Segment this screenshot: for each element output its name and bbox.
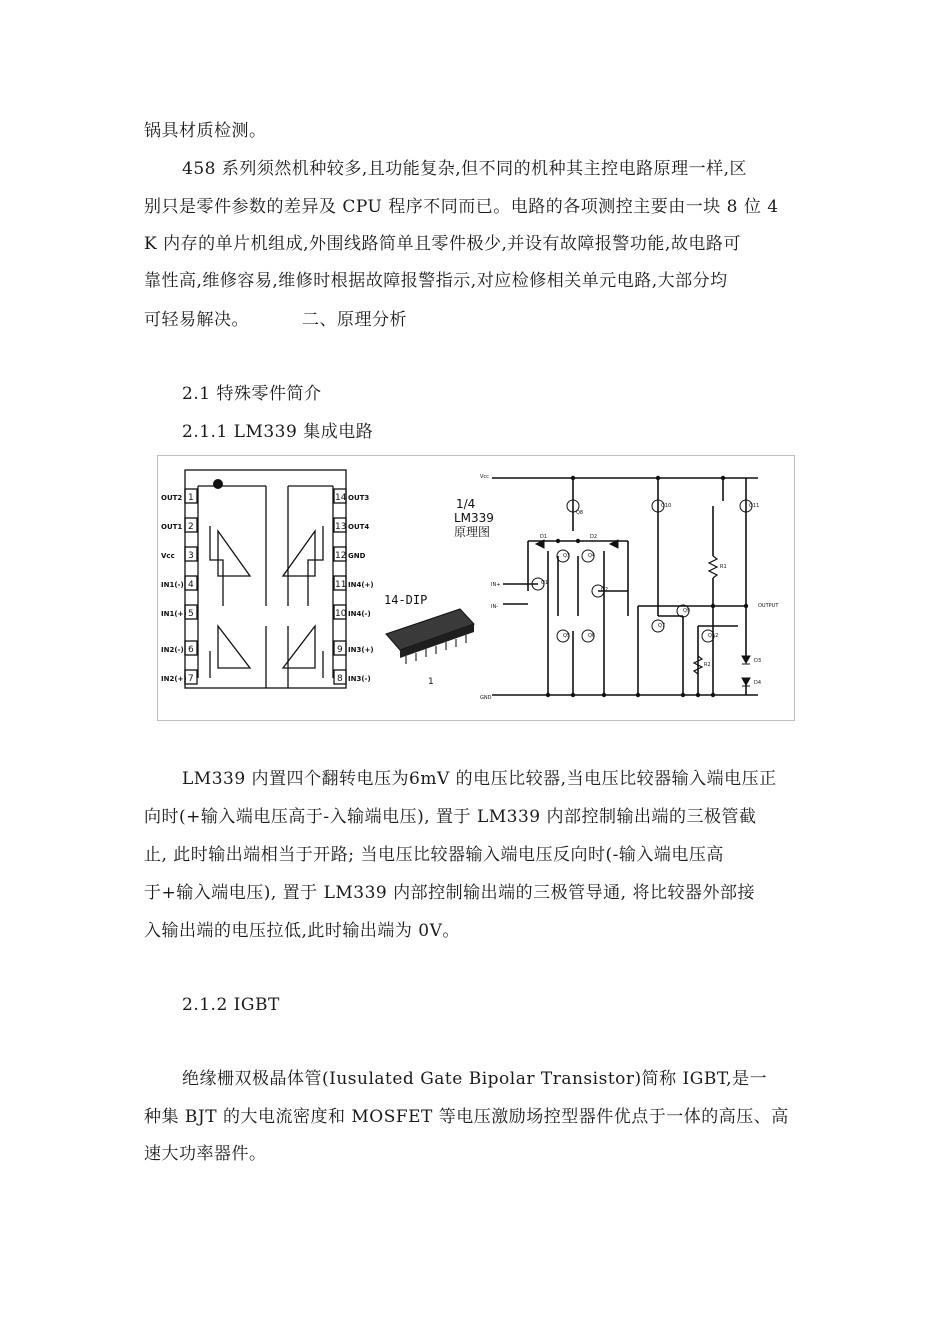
paragraph-line: 于+输入端电压), 置于 LM339 内部控制输出端的三极管导通, 将比较器外部接	[144, 883, 755, 903]
section-heading: 二、原理分析	[302, 310, 407, 330]
paragraph-line: 止, 此时输出端相当于开路; 当电压比较器输入端电压反向时(-输入端电压高	[144, 845, 724, 865]
svg-text:GND: GND	[348, 552, 366, 560]
svg-text:9: 9	[337, 645, 343, 655]
svg-text:D2: D2	[590, 534, 598, 540]
svg-text:Q4: Q4	[588, 553, 596, 559]
svg-text:D3: D3	[754, 658, 762, 664]
paragraph-line: 绝缘栅双极晶体管(Iusulated Gate Bipolar Transistor)简称 IGBT,是一	[182, 1069, 768, 1089]
paragraph-line: 可轻易解决。	[144, 310, 249, 330]
schematic-title: LM339	[454, 511, 494, 525]
in-minus-label: IN-	[491, 604, 499, 610]
svg-text:IN3(+): IN3(+)	[348, 646, 374, 654]
svg-text:14: 14	[335, 493, 347, 503]
svg-text:R1: R1	[720, 564, 727, 570]
svg-text:IN4(-): IN4(-)	[348, 610, 371, 618]
svg-text:OUT2: OUT2	[161, 494, 183, 502]
lm339-diagram	[158, 456, 794, 720]
subsection-heading: 2.1 特殊零件简介	[182, 384, 322, 404]
paragraph-line: 靠性高,维修容易,维修时根据故障报警指示,对应检修相关单元电路,大部分均	[144, 271, 728, 291]
paragraph-line: 入输出端的电压拉低,此时输出端为 0V。	[144, 921, 460, 941]
svg-text:8: 8	[337, 674, 343, 684]
package-label: 14-DIP	[384, 593, 428, 607]
paragraph-line: 458 系列须然机种较多,且功能复杂,但不同的机种其主控电路原理一样,区	[182, 159, 748, 179]
schematic-wires	[492, 478, 758, 695]
subsection-heading: 2.1.2 IGBT	[182, 995, 280, 1015]
paragraph-line: K 内存的单片机组成,外围线路简单且零件极少,并设有故障报警功能,故电路可	[144, 234, 741, 254]
svg-text:Q10: Q10	[661, 503, 672, 509]
svg-text:Q12: Q12	[708, 633, 719, 639]
svg-text:Q1: Q1	[541, 580, 549, 586]
svg-text:IN2(+): IN2(+)	[161, 675, 187, 683]
paragraph-line: 别只是零件参数的差异及 CPU 程序不同而已。电路的各项测控主要由一块 8 位 4	[144, 197, 779, 217]
output-label: OUTPUT	[758, 603, 779, 609]
svg-text:Q3: Q3	[563, 553, 571, 559]
svg-text:1: 1	[188, 493, 194, 503]
schematic-transistors	[532, 500, 752, 642]
schematic-diodes	[536, 540, 750, 686]
paragraph-line: 锅具材质检测。	[144, 121, 267, 141]
svg-text:3: 3	[188, 551, 194, 561]
svg-text:4: 4	[188, 580, 194, 590]
gnd-label: GND	[480, 695, 492, 701]
svg-text:13: 13	[335, 522, 347, 532]
paragraph-line: LM339 内置四个翻转电压为6mV 的电压比较器,当电压比较器输入端电压正	[182, 769, 777, 789]
in-plus-label: IN+	[491, 582, 501, 588]
dip-package-image	[386, 609, 474, 664]
svg-text:10: 10	[335, 609, 347, 619]
paragraph-line: 向时(+输入端电压高于-入输端电压), 置于 LM339 内部控制输出端的三极管截	[144, 807, 757, 827]
svg-text:Q6: Q6	[588, 633, 596, 639]
vcc-label: Vcc	[480, 474, 489, 480]
svg-text:D4: D4	[754, 680, 762, 686]
svg-text:OUT4: OUT4	[348, 523, 370, 531]
svg-text:IN4(+): IN4(+)	[348, 581, 374, 589]
svg-text:IN1(-): IN1(-)	[161, 581, 184, 589]
comparator-3	[218, 626, 250, 668]
svg-text:6: 6	[188, 645, 194, 655]
paragraph-line: 速大功率器件。	[144, 1144, 267, 1164]
schematic-title: 1/4	[456, 497, 476, 511]
svg-text:D1: D1	[540, 534, 548, 540]
svg-text:IN2(-): IN2(-)	[161, 646, 184, 654]
svg-text:Q8: Q8	[576, 510, 584, 516]
svg-text:5: 5	[188, 609, 194, 619]
svg-text:11: 11	[335, 580, 347, 590]
schematic-title: 原理图	[454, 525, 491, 539]
package-pin-mark: 1	[428, 677, 434, 687]
svg-text:Q9: Q9	[683, 608, 691, 614]
svg-text:OUT1: OUT1	[161, 523, 183, 531]
svg-text:7: 7	[188, 674, 194, 684]
svg-text:OUT3: OUT3	[348, 494, 370, 502]
svg-text:IN3(-): IN3(-)	[348, 675, 371, 683]
svg-text:Q2: Q2	[601, 587, 609, 593]
svg-text:12: 12	[335, 551, 347, 561]
svg-text:Q5: Q5	[563, 633, 571, 639]
svg-text:R2: R2	[704, 662, 711, 668]
svg-text:Vcc: Vcc	[161, 552, 175, 560]
subsection-heading: 2.1.1 LM339 集成电路	[182, 422, 374, 442]
svg-text:2: 2	[188, 522, 194, 532]
schematic-junctions	[546, 476, 748, 697]
svg-text:Q11: Q11	[749, 503, 760, 509]
pin1-dot	[213, 479, 223, 489]
lm339-figure	[157, 455, 795, 721]
paragraph-line: 种集 BJT 的大电流密度和 MOSFET 等电压激励场控型器件优点于一体的高压、高	[144, 1107, 789, 1127]
svg-text:IN1(+): IN1(+)	[161, 610, 187, 618]
svg-text:Q7: Q7	[658, 623, 666, 629]
